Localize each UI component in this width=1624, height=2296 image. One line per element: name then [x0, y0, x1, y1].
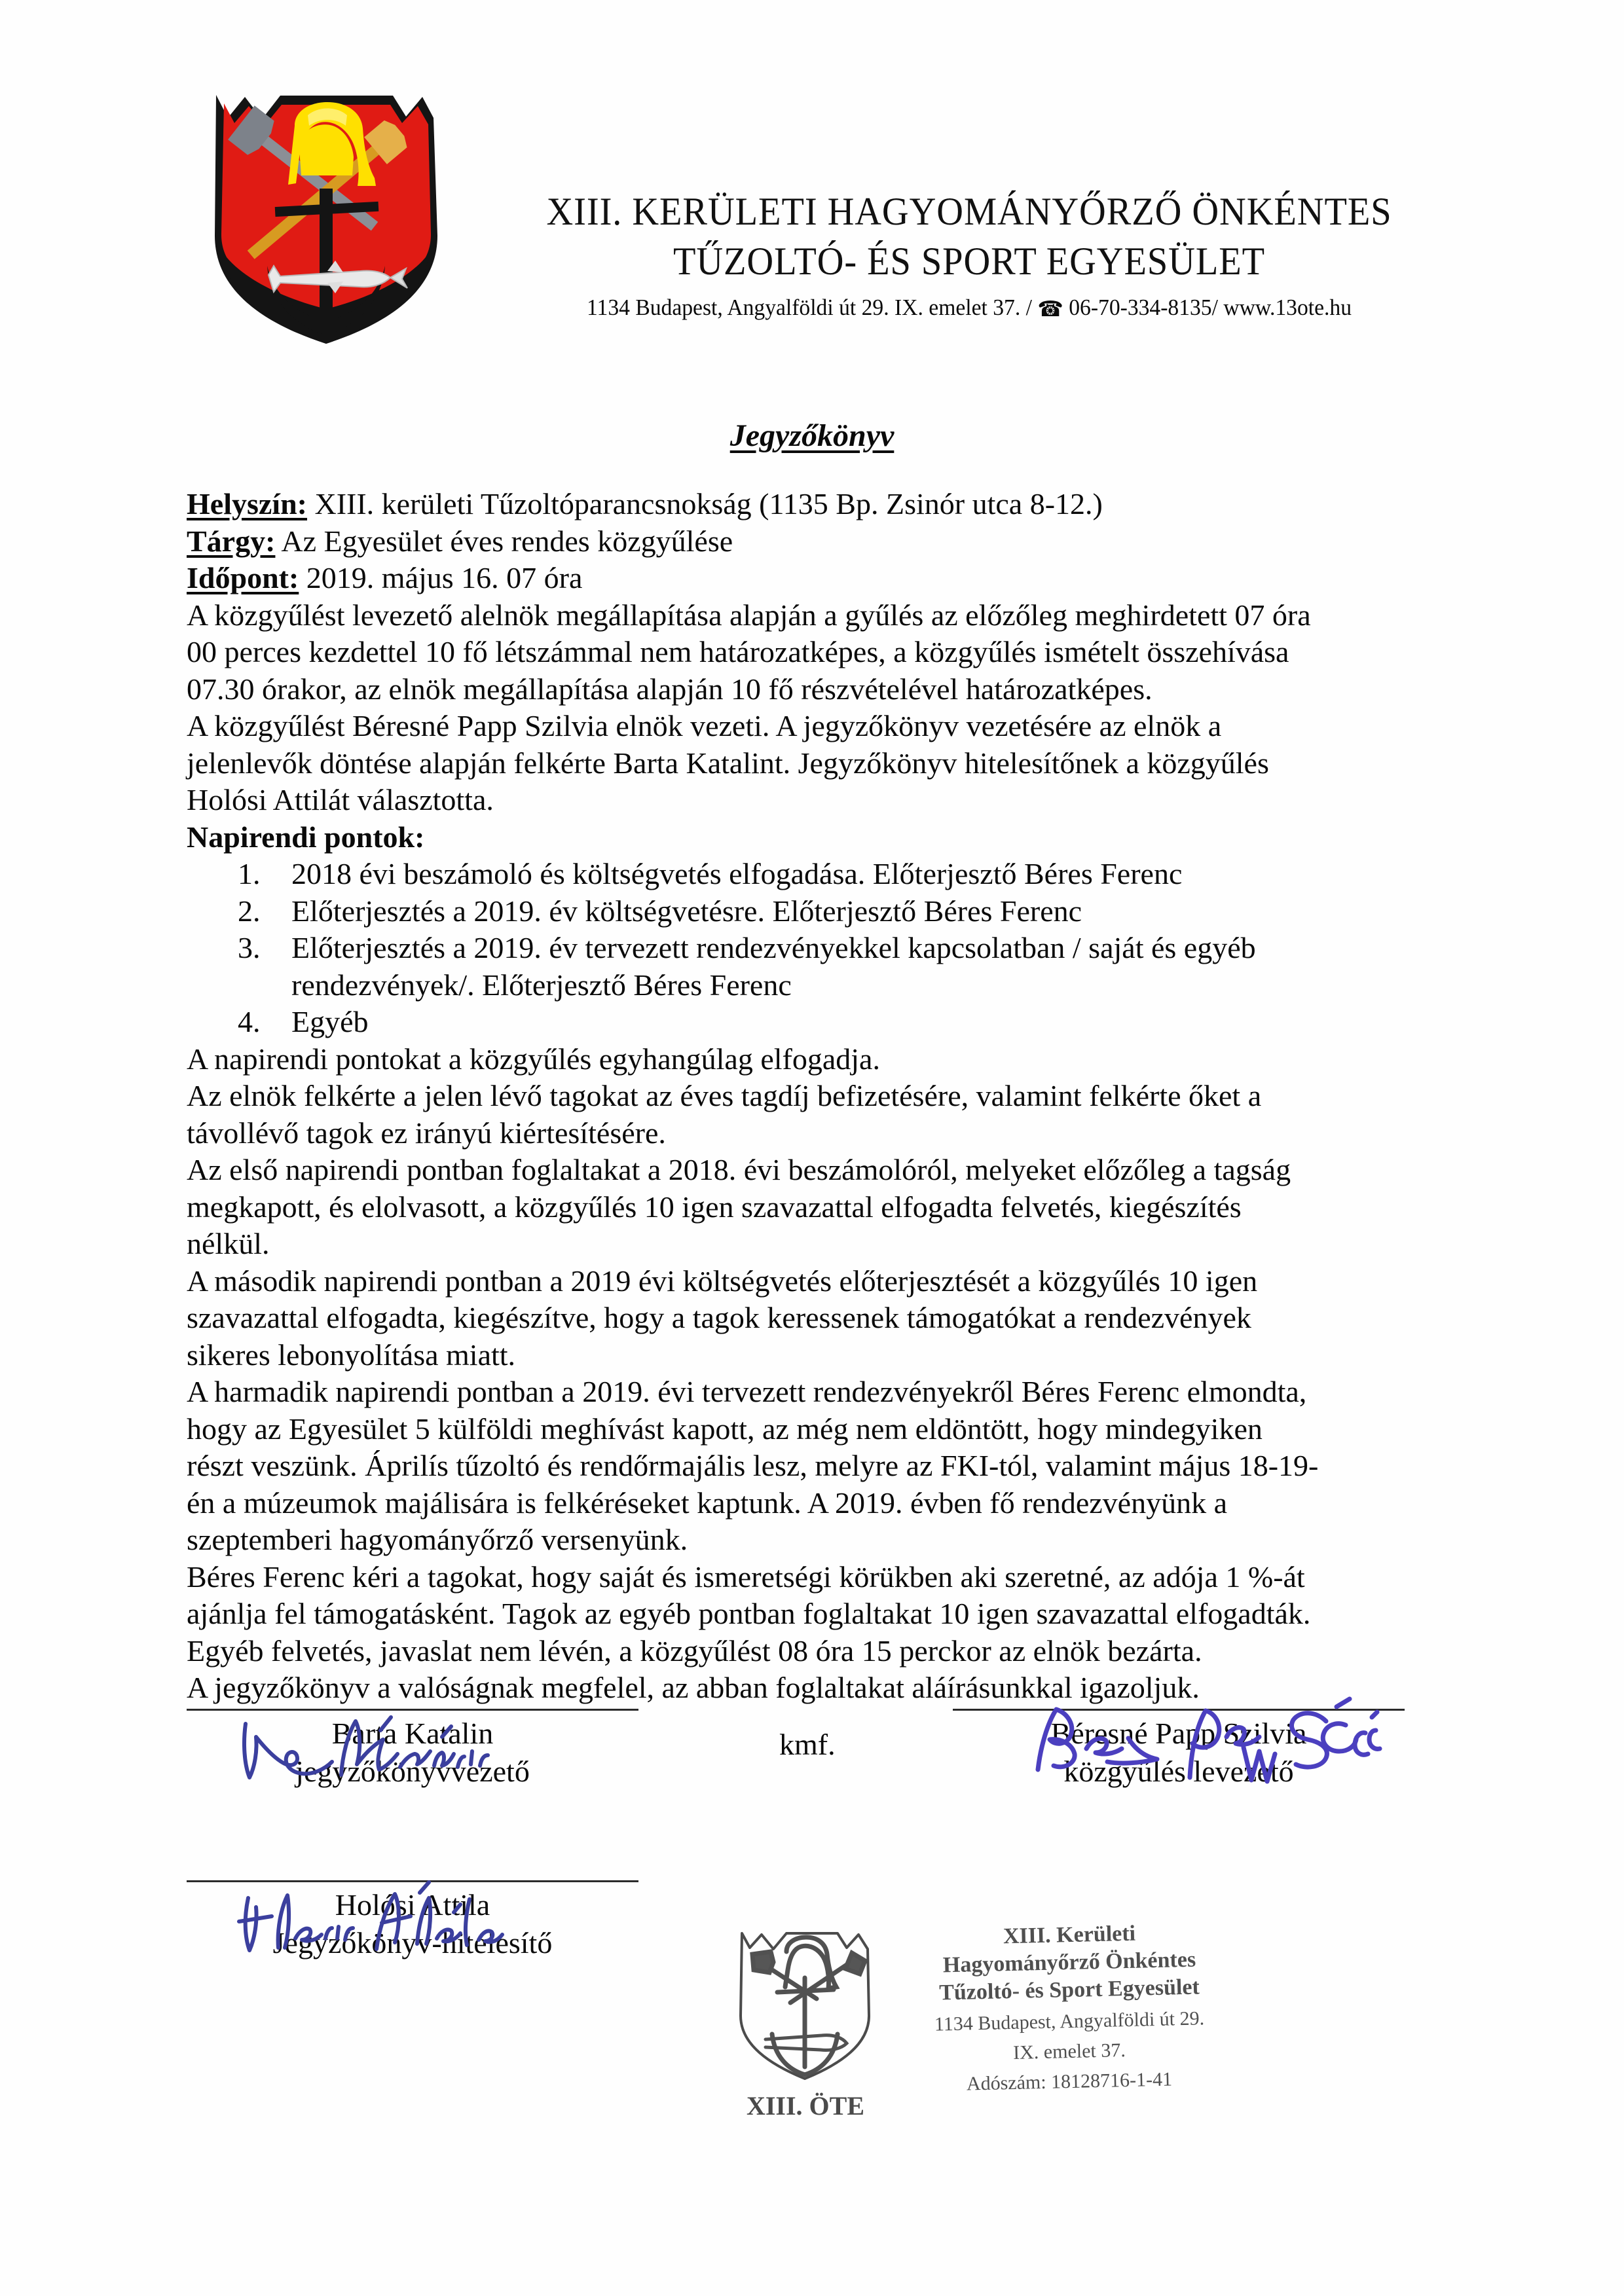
agenda-item-text: 2018 évi beszámoló és költségvetés elfogadása. Előterjesztő Béres Ferenc	[291, 857, 1183, 890]
org-title-line-2: TŰZOLTÓ- ÉS SPORT EGYESÜLET	[673, 240, 1266, 283]
body-line: sikeres lebonyolítása miatt.	[187, 1338, 516, 1372]
field-subject-label: Tárgy:	[187, 524, 276, 558]
stamp-shield-crest-icon	[730, 1922, 881, 2085]
body-line: megkapott, és elolvasott, a közgyűlés 10 igen szavazattal elfogadta felvetés, kiegészítés	[187, 1190, 1242, 1224]
signature-rule	[187, 1709, 638, 1711]
organization-crest-icon	[196, 79, 452, 347]
field-datetime-label: Időpont:	[187, 561, 299, 594]
intro-line: A közgyűlést Béresné Papp Szilvia elnök vezeti. A jegyzőkönyv vezetésére az elnök a	[187, 709, 1222, 742]
document-title	[0, 418, 1624, 454]
intro-line: Holósi Attilát választotta.	[187, 783, 494, 816]
intro-line: 00 perces kezdettel 10 fő létszámmal nem határozatképes, a közgyűlés ismételt összehívása	[187, 635, 1289, 668]
body-line: szeptemberi hagyományőrző versenyünk.	[187, 1523, 688, 1556]
signature-block-jegyzokonyvvezeto	[187, 1709, 638, 1791]
address-suffix: 06-70-334-8135/ www.13ote.hu	[1063, 295, 1352, 320]
signature-role: közgyűlés levezető	[1063, 1755, 1294, 1788]
org-title-line-1: XIII. KERÜLETI HAGYOMÁNYŐRZŐ ÖNKÉNTES	[546, 190, 1392, 233]
stamp-line-2: Hagyományőrző Önkéntes	[942, 1947, 1196, 1978]
agenda-list	[187, 856, 1428, 1041]
organization-titles	[458, 187, 1480, 321]
stamp-line-6: Adószám: 18128716-1-41	[966, 2068, 1173, 2095]
signature-name: Barta Katalin	[331, 1717, 494, 1750]
body-line: szavazattal elfogadta, kiegészítve, hogy a tagok keressenek támogatókat a rendezvények	[187, 1301, 1251, 1334]
letterhead	[0, 72, 1624, 347]
body-line: távollévő tagok ez irányú kiértesítésére.	[187, 1116, 666, 1150]
field-datetime-value: 2019. május 16. 07 óra	[306, 561, 583, 594]
signature-name: Holósi Attila	[335, 1888, 490, 1922]
agenda-item-text: Egyéb	[291, 1005, 369, 1038]
body-line: Egyéb felvetés, javaslat nem lévén, a közgyűlést 08 óra 15 perckor az elnök bezárta.	[187, 1633, 1202, 1667]
telephone-icon: ☎	[1037, 298, 1063, 321]
body-line: ajánlja fel támogatásként. Tagok az egyéb pontban foglaltakat 10 igen szavazattal elfogadták.	[187, 1597, 1311, 1630]
agenda-item	[187, 1004, 1428, 1041]
intro-line: A közgyűlést levezető alelnök megállapítása alapján a gyűlés az előzőleg meghirdetett 07 óra	[187, 598, 1311, 632]
agenda-item	[187, 856, 1428, 893]
body-line: hogy az Egyesület 5 külföldi meghívást kapott, az még nem eldöntött, hogy mindegyiken	[187, 1412, 1263, 1446]
body-line: én a múzeumok majálisára is felkéréseket kaptunk. A 2019. évben fő rendezvényünk a	[187, 1485, 1227, 1520]
agenda-heading: Napirendi pontok:	[187, 820, 425, 854]
signature-block-jegyzokonyv-hitelesito	[187, 1880, 638, 1962]
field-subject-value: Az Egyesület éves rendes közgyűlése	[281, 524, 733, 558]
stamp-line-1: XIII. Kerületi	[1003, 1921, 1136, 1949]
field-subject	[187, 523, 1428, 560]
signature-role: jegyzőkönyvvezető	[295, 1755, 530, 1788]
signature-name: Béresné Papp Szilvia	[1050, 1717, 1307, 1750]
agenda-item-number: 2.	[238, 894, 261, 928]
intro-line: jelenlevők döntése alapján felkérte Barta Katalint. Jegyzőkönyv hitelesítőnek a közgyűlés	[187, 746, 1269, 780]
body-line: nélkül.	[187, 1227, 270, 1260]
agenda-item	[187, 893, 1428, 930]
stamp-line-3: Tűzoltó- és Sport Egyesület	[938, 1975, 1200, 2005]
document-title-text: Jegyzőkönyv	[729, 418, 895, 453]
signature-role: Jegyzőkönyv-hitelesítő	[272, 1926, 553, 1959]
agenda-item	[187, 930, 1428, 1004]
body-line: A napirendi pontokat a közgyűlés egyhangúlag elfogadja.	[187, 1042, 880, 1076]
stamp-text	[893, 1922, 1246, 2094]
body-line: A jegyzőkönyv a valóságnak megfelel, az abban foglaltakat aláírásunkkal igazoljuk.	[187, 1671, 1200, 1704]
field-location	[187, 486, 1428, 523]
field-location-value: XIII. kerületi Tűzoltóparancsnokság (1135 Bp. Zsinór utca 8-12.)	[314, 487, 1103, 520]
agenda-item-text: Előterjesztés a 2019. év tervezett rendezvényekkel kapcsolatban / saját és egyéb rendezvények/. Előterjesztő Béres Ferenc	[291, 931, 1256, 1002]
body-line: részt veszünk. Áprilís tűzoltó és rendőrmajális lesz, melyre az FKI-tól, valamint május 18-19-	[187, 1449, 1319, 1482]
document-body	[187, 486, 1428, 1707]
field-location-label: Helyszín:	[187, 487, 307, 520]
signature-rule	[187, 1880, 638, 1882]
body-line: A második napirendi pontban a 2019 évi költségvetés előterjesztését a közgyűlés 10 igen	[187, 1264, 1258, 1298]
stamp-line-5: IX. emelet 37.	[1012, 2039, 1126, 2064]
signature-block-kozgyules-levezeto	[953, 1709, 1405, 1791]
body-line: A harmadik napirendi pontban a 2019. évi tervezett rendezvényekről Béres Ferenc elmondta,	[187, 1375, 1307, 1408]
field-datetime	[187, 560, 1428, 597]
org-address-line	[479, 294, 1460, 321]
signature-rule	[953, 1709, 1405, 1711]
stamp-abbreviation: XIII. ÖTE	[746, 2091, 865, 2121]
intro-line: 07.30 órakor, az elnök megállapítása alapján 10 fő részvételével határozatképes.	[187, 672, 1153, 706]
agenda-item-number: 1.	[238, 857, 261, 890]
official-stamp	[717, 1915, 1254, 2151]
body-line: Az elnök felkérte a jelen lévő tagokat az éves tagdíj befizetésére, valamint felkérte őket a	[187, 1079, 1262, 1112]
body-line: Béres Ferenc kéri a tagokat, hogy saját és ismeretségi körükben aki szeretné, az adója 1 %-át	[187, 1559, 1305, 1594]
body-line: Az első napirendi pontban foglaltakat a 2018. évi beszámolóról, melyeket előzőleg a tagság	[187, 1153, 1291, 1186]
agenda-item-text: Előterjesztés a 2019. év költségvetésre. Előterjesztő Béres Ferenc	[291, 894, 1082, 928]
kmf-label: kmf.	[779, 1728, 836, 1761]
agenda-item-number: 4.	[238, 1005, 261, 1038]
stamp-line-4: 1134 Budapest, Angyalföldi út 29.	[934, 2007, 1205, 2035]
agenda-item-number: 3.	[238, 931, 261, 964]
address-prefix: 1134 Budapest, Angyalföldi út 29. IX. emelet 37. /	[586, 295, 1038, 320]
